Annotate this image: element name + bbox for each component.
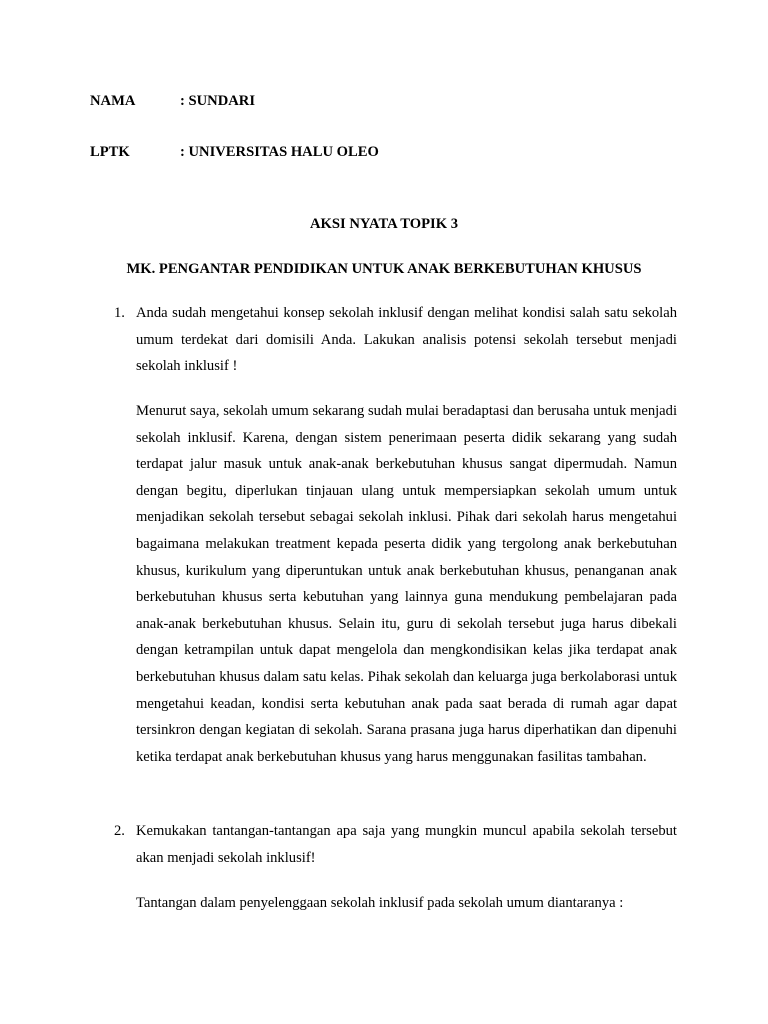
answer-2: Tantangan dalam penyelenggaan sekolah inklusif pada sekolah umum diantaranya : — [136, 895, 624, 911]
question-2: Kemukakan tantangan-tantangan apa saja yang mungkin muncul apabila sekolah tersebut akan menjadi sekolah inklusif! — [136, 823, 677, 866]
nama-value: : SUNDARI — [180, 93, 255, 109]
item-number: 2. — [114, 823, 125, 839]
answer-1: Menurut saya, sekolah umum sekarang sudah mulai beradaptasi dan berusaha untuk menjadi sekolah inklusif. Karena, dengan sistem penerimaan peserta didik sekarang yang sudah terdapat jalur masuk untuk anak-anak berkebutuhan khusus sangat dipermudah. Namun dengan begitu, diperlukan tinjauan ulang untuk mempersiapkan sekolah umum untuk menjadikan sekolah tersebut sebagai sekolah inklusi. Pihak dari sekolah harus mengetahui bagaimana melakukan treatment kepada peserta didik yang tergolong anak berkebutuhan khusus, kurikulum yang diperuntukan untuk anak berkebutuhan khusus, penanganan anak berkebutuhan khusus serta kebutuhan yang lainnya guna mendukung pembelajaran pada anak-anak berkebutuhan khusus. Selain itu, guru di sekolah tersebut juga harus dibekali dengan ketrampilan untuk dapat mengelola dan mengkondisikan kelas jika terdapat anak berkebutuhan khusus dalam satu kelas. Pihak sekolah dan keluarga juga berkolaborasi untuk mengetahui keadan, kondisi serta kebutuhan anak pada saat berada di rumah agar dapat tersinkron dengan kegiatan di sekolah. Sarana prasana juga harus diperhatikan dan dipenuhi ketika terdapat anak berkebutuhan khusus yang harus menggunakan fasilitas tambahan. — [136, 403, 677, 765]
course-title: MK. PENGANTAR PENDIDIKAN UNTUK ANAK BERKEBUTUHAN KHUSUS — [126, 261, 642, 277]
item-number: 1. — [114, 305, 125, 321]
lptk-label: LPTK — [90, 144, 130, 160]
lptk-value: : UNIVERSITAS HALU OLEO — [180, 144, 379, 160]
document-title: AKSI NYATA TOPIK 3 — [309, 216, 458, 232]
question-1: Anda sudah mengetahui konsep sekolah inklusif dengan melihat kondisi salah satu sekolah umum terdekat dari domisili Anda. Lakukan analisis potensi sekolah tersebut menjadi sekolah inklusif ! — [136, 305, 677, 375]
nama-label: NAMA — [90, 93, 136, 109]
